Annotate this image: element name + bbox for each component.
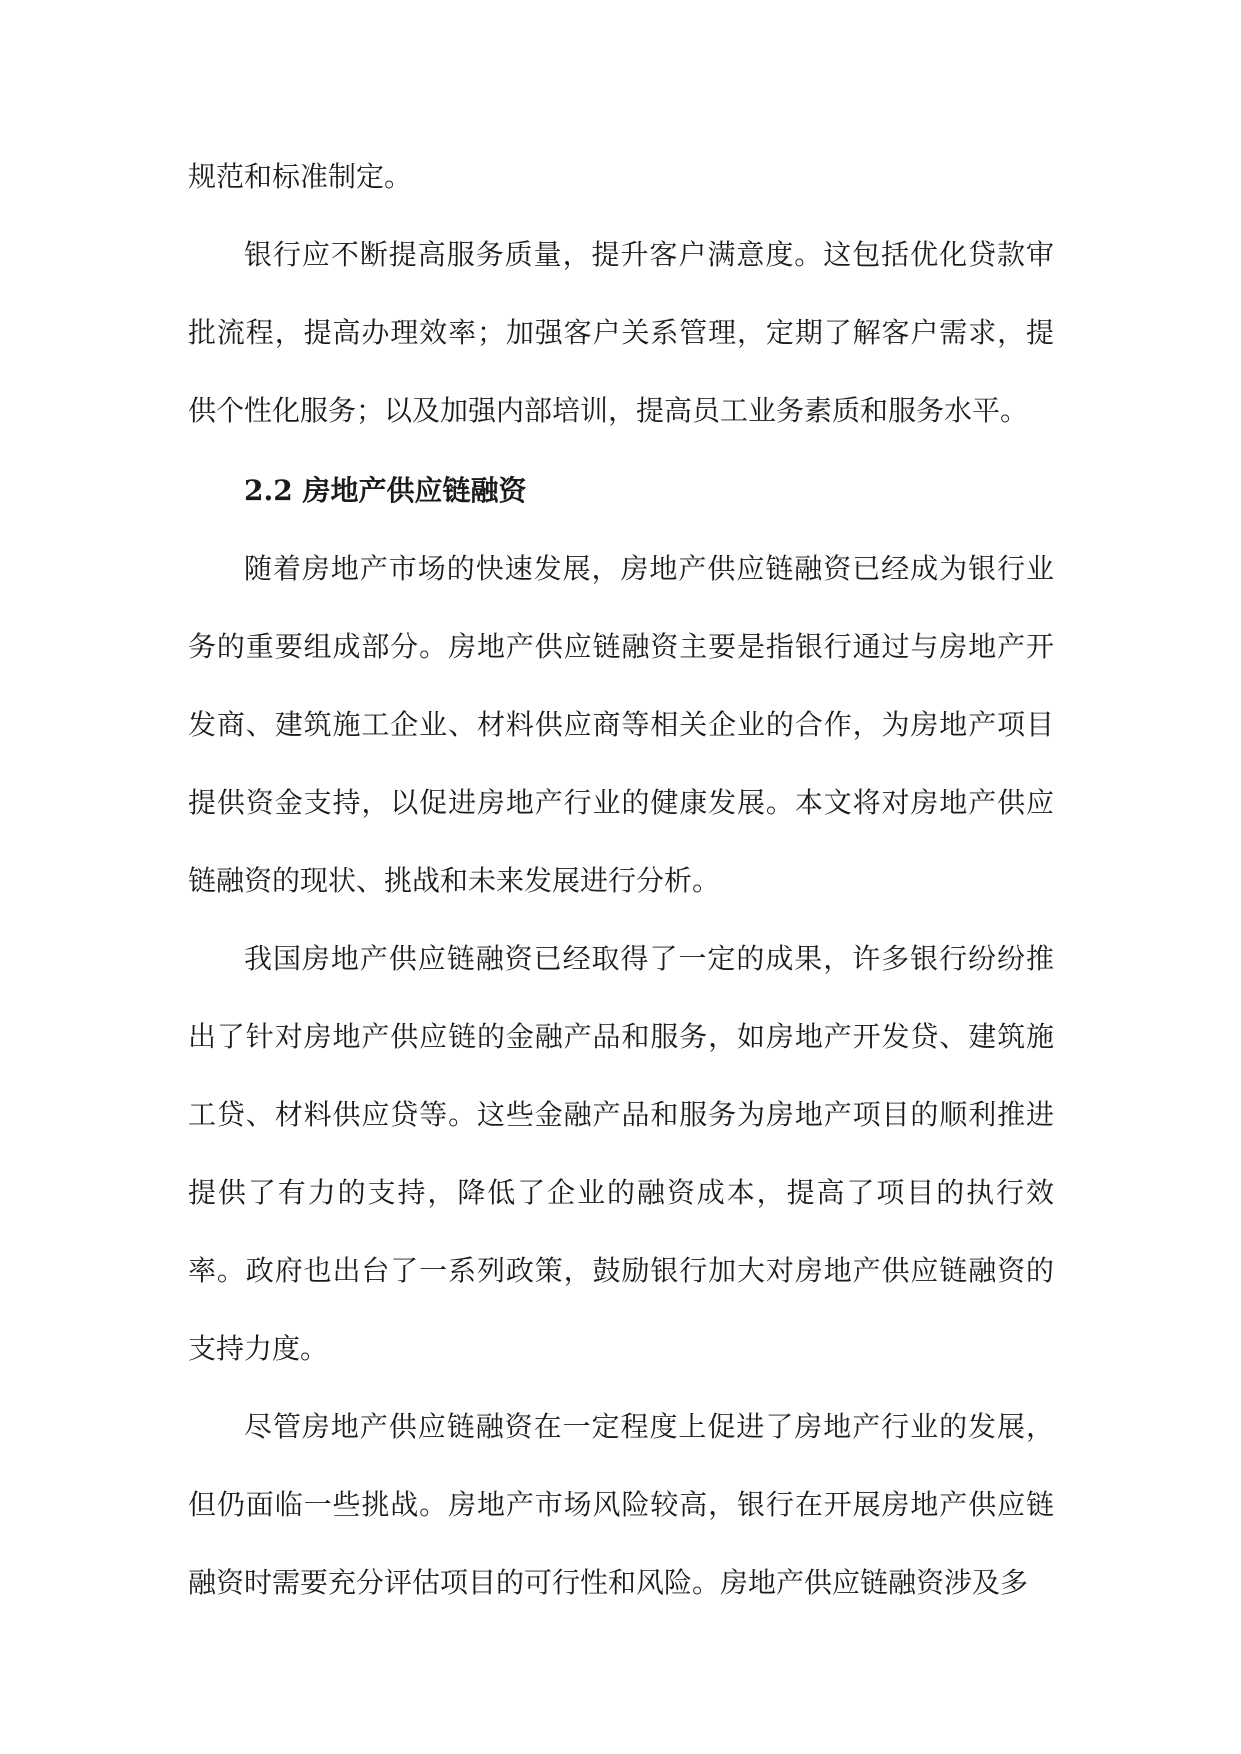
section-heading: 2.2 房地产供应链融资 xyxy=(244,474,527,507)
section-heading-wrapper xyxy=(188,452,1054,530)
paragraph-service-quality: 银行应不断提高服务质量，提升客户满意度。这包括优化贷款审批流程，提高办理效率；加强客户关系管理，定期了解客户需求，提供个性化服务；以及加强内部培训，提高员工业务素质和服务水平。 xyxy=(188,238,1054,427)
paragraph-continuation: 规范和标准制定。 xyxy=(188,160,413,193)
document-body xyxy=(188,138,1054,1622)
paragraph-supply-chain-status: 我国房地产供应链融资已经取得了一定的成果，许多银行纷纷推出了针对房地产供应链的金融产品和服务，如房地产开发贷、建筑施工贷、材料供应贷等。这些金融产品和服务为房地产项目的顺利推进提供了有力的支持，降低了企业的融资成本，提高了项目的执行效率。政府也出台了一系列政策，鼓励银行加大对房地产供应链融资的支持力度。 xyxy=(188,942,1054,1365)
paragraph-supply-chain-challenges: 尽管房地产供应链融资在一定程度上促进了房地产行业的发展，但仍面临一些挑战。房地产市场风险较高，银行在开展房地产供应链融资时需要充分评估项目的可行性和风险。房地产供应链融资涉及多 xyxy=(188,1410,1054,1599)
paragraph-supply-chain-intro: 随着房地产市场的快速发展，房地产供应链融资已经成为银行业务的重要组成部分。房地产供应链融资主要是指银行通过与房地产开发商、建筑施工企业、材料供应商等相关企业的合作，为房地产项目提供资金支持，以促进房地产行业的健康发展。本文将对房地产供应链融资的现状、挑战和未来发展进行分析。 xyxy=(188,552,1054,897)
